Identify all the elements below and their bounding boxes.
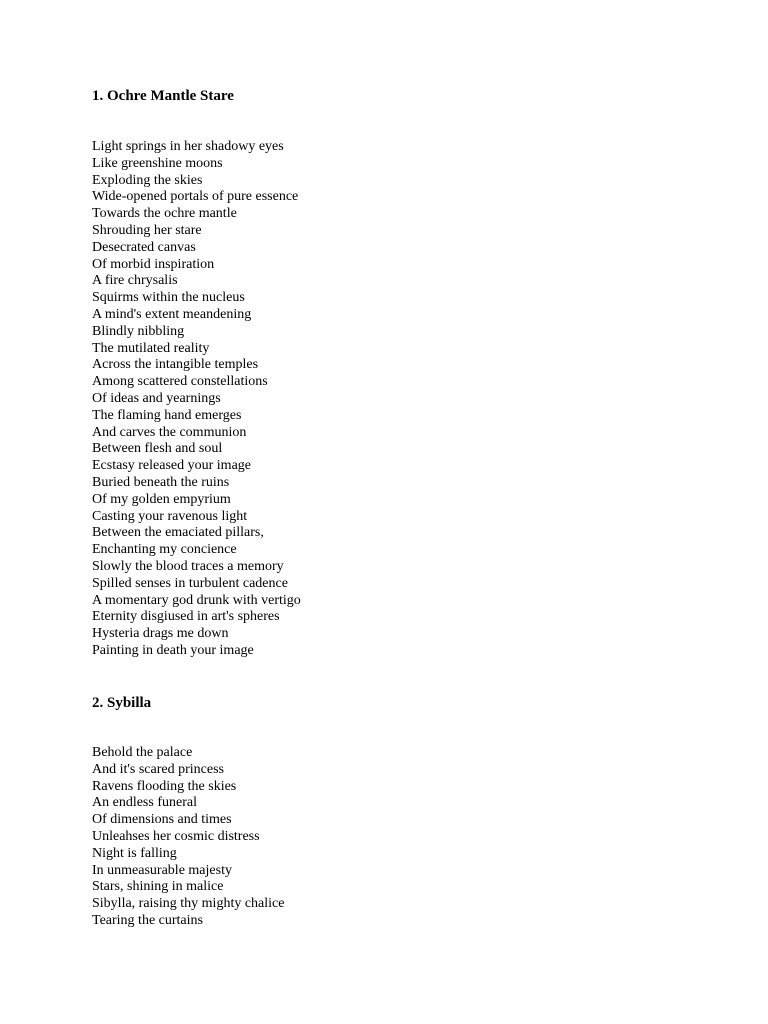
poem-line: Light springs in her shadowy eyes — [92, 139, 284, 154]
poem-line: Hysteria drags me down — [92, 626, 229, 642]
poem-line: Buried beneath the ruins — [92, 474, 230, 490]
poem-line: Unleahses her cosmic distress — [92, 828, 260, 844]
poem-line: A mind's extent meandening — [92, 306, 252, 322]
poem-line: The flaming hand emerges — [92, 407, 242, 423]
poem-line: Stars, shining in malice — [92, 879, 224, 895]
poem-line: Of my golden empyrium — [92, 491, 231, 507]
poem-line: Behold the palace — [92, 745, 193, 760]
poem-line: Of morbid inspiration — [92, 256, 215, 272]
poem-line: Enchanting my concience — [92, 542, 237, 558]
poem-line: Eternity disgiused in art's spheres — [92, 609, 280, 625]
poem-line: Ravens flooding the skies — [92, 778, 237, 794]
poem-line: Exploding the skies — [92, 172, 203, 188]
poem-line: Desecrated canvas — [92, 239, 196, 255]
poem-title: 1. Ochre Mantle Stare — [92, 88, 234, 104]
poem-line: Slowly the blood traces a memory — [92, 558, 284, 574]
poem-line: Sibylla, raising thy mighty chalice — [92, 896, 285, 912]
poem-line: Casting your ravenous light — [92, 508, 248, 524]
poem-line: Like greenshine moons — [92, 155, 223, 171]
poem-line: Shrouding her stare — [92, 222, 202, 238]
poem-line: And it's scared princess — [92, 761, 224, 777]
poem-line: Among scattered constellations — [92, 374, 268, 390]
poem-line: Across the intangible temples — [92, 357, 259, 373]
poem-line: Of ideas and yearnings — [92, 390, 221, 406]
poem-line: An endless funeral — [92, 795, 197, 811]
poem-line: Squirms within the nucleus — [92, 290, 245, 306]
poem-line: Ecstasy released your image — [92, 458, 251, 474]
poem-line: Wide-opened portals of pure essence — [92, 189, 299, 205]
poem-line: Night is falling — [92, 845, 177, 861]
poem-line: Between flesh and soul — [92, 441, 223, 457]
poem-line: A fire chrysalis — [92, 273, 178, 289]
poem-line: The mutilated reality — [92, 340, 210, 356]
poem-line: Of dimensions and times — [92, 812, 232, 828]
poem-line: Tearing the curtains — [92, 912, 203, 928]
poem-line: In unmeasurable majesty — [92, 862, 232, 878]
poem-line: A momentary god drunk with vertigo — [92, 592, 301, 608]
poem-line: Painting in death your image — [92, 642, 254, 658]
poem-body — [92, 139, 301, 660]
poem-line: Between the emaciated pillars, — [92, 525, 264, 541]
poem-line: And carves the communion — [92, 424, 247, 440]
poem-body — [92, 745, 284, 930]
poem-line: Blindly nibbling — [92, 323, 185, 339]
poem-title: 2. Sybilla — [92, 695, 152, 711]
poem-line: Spilled senses in turbulent cadence — [92, 575, 288, 591]
poem-line: Towards the ochre mantle — [92, 206, 237, 222]
